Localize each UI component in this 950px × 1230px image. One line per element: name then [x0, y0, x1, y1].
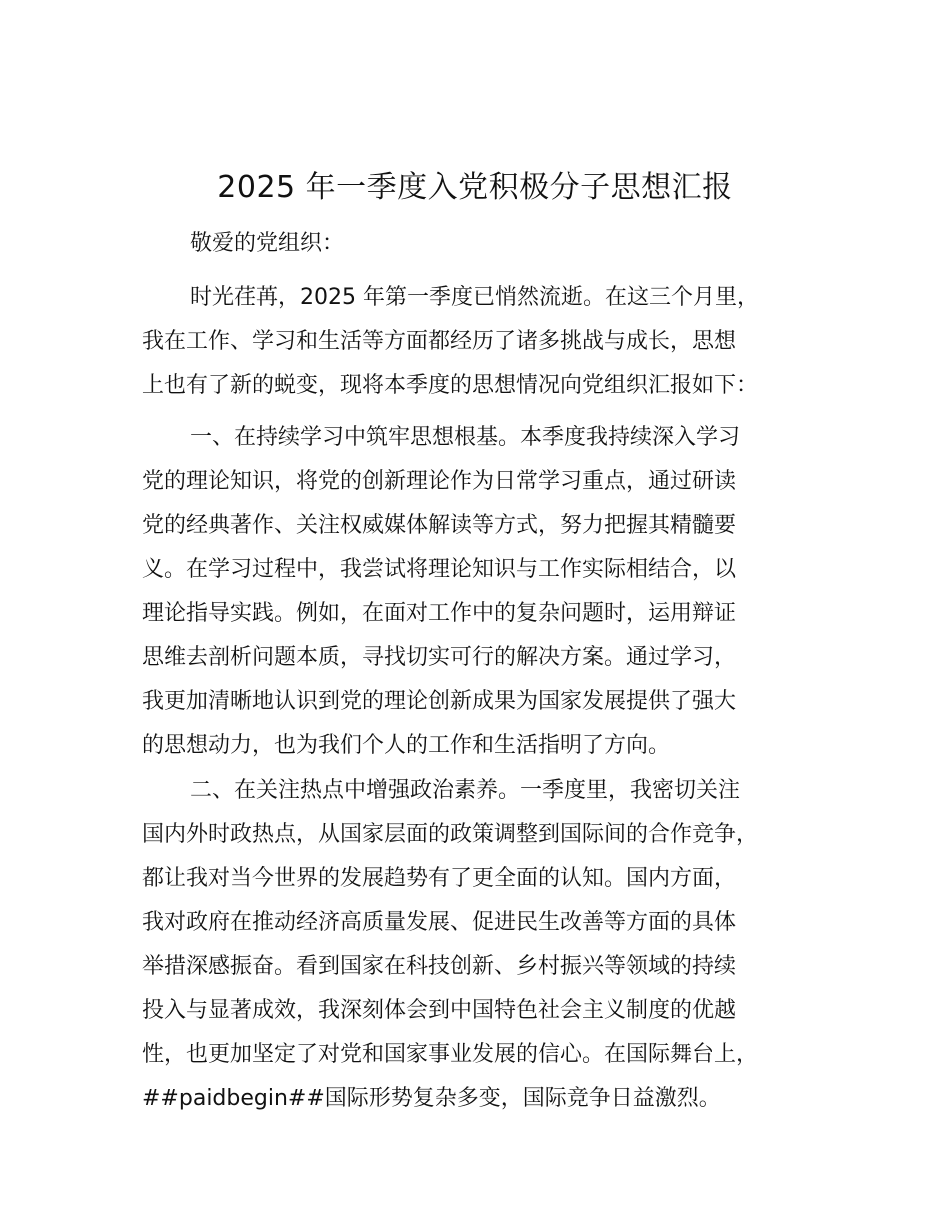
paragraph-line: ##paidbegin##国际形势复杂多变，国际竞争日益激烈。: [142, 1086, 721, 1111]
paragraph-line: 举措深感振奋。看到国家在科技创新、乡村振兴等领域的持续: [142, 954, 737, 979]
paragraph-line: 国内外时政热点，从国家层面的政策调整到国际间的合作竞争，: [142, 822, 759, 847]
paragraph-line: 的思想动力，也为我们个人的工作和生活指明了方向。: [142, 733, 671, 758]
paragraph-line: 我更加清晰地认识到党的理论创新成果为国家发展提供了强大: [142, 689, 737, 714]
paragraph-line: 都让我对当今世界的发展趋势有了更全面的认知。国内方面，: [142, 866, 737, 891]
paragraph-line: 投入与显著成效，我深刻体会到中国特色社会主义制度的优越: [142, 998, 737, 1023]
paragraph-line: 一、在持续学习中筑牢思想根基。本季度我持续深入学习: [190, 425, 741, 450]
paragraph-section-one: [142, 416, 842, 768]
paragraph-line: 时光荏苒，2025 年第一季度已悄然流逝。在这三个月里，: [190, 285, 759, 310]
paragraph-line: 性，也更加坚定了对党和国家事业发展的信心。在国际舞台上，: [142, 1042, 759, 1067]
paragraph-line: 上也有了新的蜕变，现将本季度的思想情况向党组织汇报如下：: [142, 373, 759, 398]
paragraph-line: 义。在学习过程中，我尝试将理论知识与工作实际相结合，以: [142, 557, 737, 582]
paragraph-line: 二、在关注热点中增强政治素养。一季度里，我密切关注: [190, 778, 741, 803]
salutation-line: 敬爱的党组织：: [190, 231, 345, 256]
paragraph-line: 党的经典著作、关注权威媒体解读等方式，努力把握其精髓要: [142, 513, 737, 538]
salutation: [142, 222, 842, 266]
paragraph-line: 党的理论知识，将党的创新理论作为日常学习重点，通过研读: [142, 469, 737, 494]
paragraph-line: 理论指导实践。例如，在面对工作中的复杂问题时，运用辩证: [142, 601, 737, 626]
paragraph-line: 我在工作、学习和生活等方面都经历了诸多挑战与成长，思想: [142, 329, 737, 354]
paragraph-line: 思维去剖析问题本质，寻找切实可行的解决方案。通过学习，: [142, 645, 737, 670]
document-title: 2025 年一季度入党积极分子思想汇报: [217, 170, 733, 205]
paragraph-line: 我对政府在推动经济高质量发展、促进民生改善等方面的具体: [142, 910, 737, 935]
paragraph-intro: [142, 276, 842, 408]
paragraph-section-two: [142, 769, 842, 1121]
